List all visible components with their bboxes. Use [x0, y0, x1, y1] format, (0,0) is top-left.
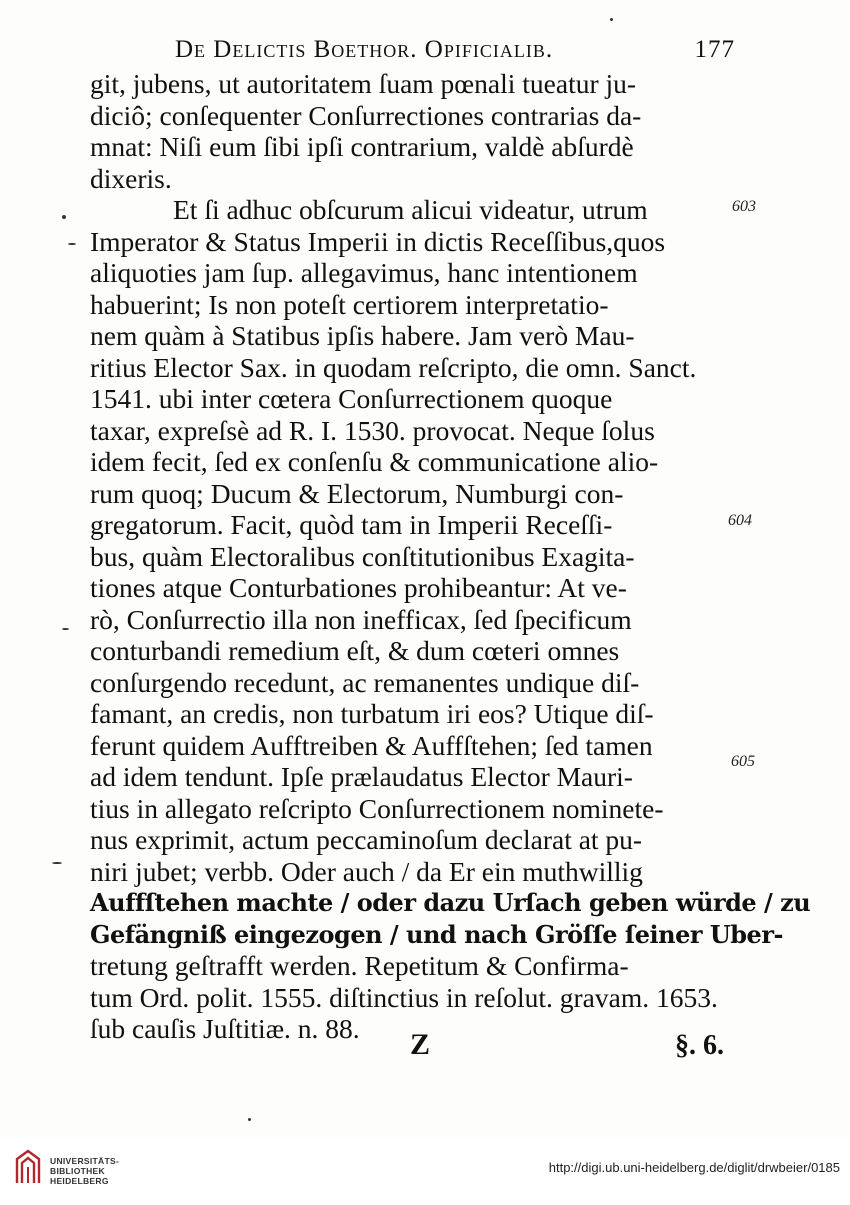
- text-line: ad idem tendunt. Ipſe prælaudatus Elector Mauri-: [90, 761, 633, 792]
- text-line: tum Ord. polit. 1555. diſtinctius in reſolut. gravam. 1653.: [90, 981, 718, 1013]
- running-head-title: De Delictis Boethor. Opificialib.: [175, 36, 554, 63]
- text-line: dixeris.: [90, 162, 172, 194]
- running-head: [175, 36, 735, 70]
- text-line: taxar, expreſsè ad R. I. 1530. provocat. Neque ſolus: [90, 414, 655, 446]
- text-line: aliquoties jam ſup. allegavimus, hanc intentionem: [90, 257, 638, 288]
- text-line: habuerint; Is non poteſt certiorem interpretatio-: [90, 288, 609, 320]
- text-line: ferunt quidem Aufftreiben & Auffſtehen; ſed tamen: [90, 729, 653, 761]
- marginal-number: 604: [728, 512, 752, 529]
- text-line: rum quoq; Ducum & Electorum, Numburgi con-: [90, 477, 624, 509]
- text-line: bus, quàm Electoralibus conſtitutionibus Exagita-: [90, 540, 635, 572]
- text-line: mnat: Niſi eum ſibi ipſi contrarium, valdè abſurdè: [90, 131, 634, 162]
- ink-speck: [248, 1118, 251, 1121]
- library-name-line: HEIDELBERG: [50, 1176, 109, 1186]
- library-name-line: BIBLIOTHEK: [50, 1166, 105, 1176]
- ink-speck: [68, 243, 76, 245]
- marginal-number: 605: [731, 753, 755, 770]
- library-name-line: UNIVERSITÄTS-: [50, 1156, 120, 1166]
- library-logo-icon: [14, 1149, 42, 1185]
- text-line: gregatorum. Facit, quòd tam in Imperii Receſſi-: [90, 509, 613, 540]
- catchword: §. 6.: [675, 1030, 724, 1061]
- fraktur-line: Auffſtehen machte / oder dazu Urſach geben würde / zu: [90, 888, 811, 917]
- source-url[interactable]: http://digi.ub.uni-heidelberg.de/diglit/drwbeier/0185: [548, 1160, 840, 1175]
- text-line: 1541. ubi inter cœtera Conſurrectionem quoque: [90, 383, 613, 414]
- text-line: tius in allegato reſcripto Conſurrectionem nominete-: [90, 792, 664, 824]
- text-line: famant, an credis, non turbatum iri eos? Utique diſ-: [90, 698, 654, 729]
- text-line: conſurgendo recedunt, ac remanentes undique diſ-: [90, 666, 640, 698]
- text-line: nem quàm à Statibus ipſis habere. Jam verò Mau-: [90, 320, 635, 351]
- library-name: [50, 1156, 119, 1186]
- text-line: ſub cauſis Juſtitiæ. n. 88.: [90, 1013, 360, 1044]
- fraktur-line: Gefängniß eingezogen / und nach Gröſſe ſeiner Uber-: [90, 919, 783, 949]
- ink-speck: [62, 628, 69, 630]
- text-line: idem fecit, ſed ex conſenſu & communicatione alio-: [90, 446, 659, 477]
- text-line: ritius Elector Sax. in quodam reſcripto, die omn. Sanct.: [90, 351, 697, 383]
- text-line: Imperator & Status Imperii in dictis Receſſibus,quos: [90, 225, 666, 257]
- text-line: diciô; conſequenter Conſurrectiones contrarias da-: [90, 99, 642, 131]
- text-line: Et ſi adhuc obſcurum alicui videatur, utrum: [173, 194, 648, 225]
- text-line: tretung geſtrafft werden. Repetitum & Confirma-: [90, 950, 629, 981]
- text-line: niri jubet; verbb. Oder auch / da Er ein muthwillig: [90, 855, 643, 887]
- ink-speck: [610, 18, 613, 21]
- ink-speck: [62, 215, 66, 219]
- text-line: rò, Conſurrectio illa non inefficax, ſed ſpecificum: [90, 603, 632, 635]
- text-line: tiones atque Conturbationes prohibeantur: At ve-: [90, 572, 627, 603]
- ink-speck: [52, 862, 62, 864]
- text-line: nus exprimit, actum peccaminoſum declarat at pu-: [90, 824, 643, 855]
- signature-mark: Z: [410, 1028, 431, 1061]
- marginal-number: 603: [732, 198, 756, 215]
- text-line: conturbandi remedium eſt, & dum cœteri omnes: [90, 635, 620, 666]
- text-line: git, jubens, ut autoritatem ſuam pœnali tueatur ju-: [90, 68, 637, 99]
- footer-bar: [0, 1138, 850, 1205]
- page-number: 177: [694, 36, 735, 63]
